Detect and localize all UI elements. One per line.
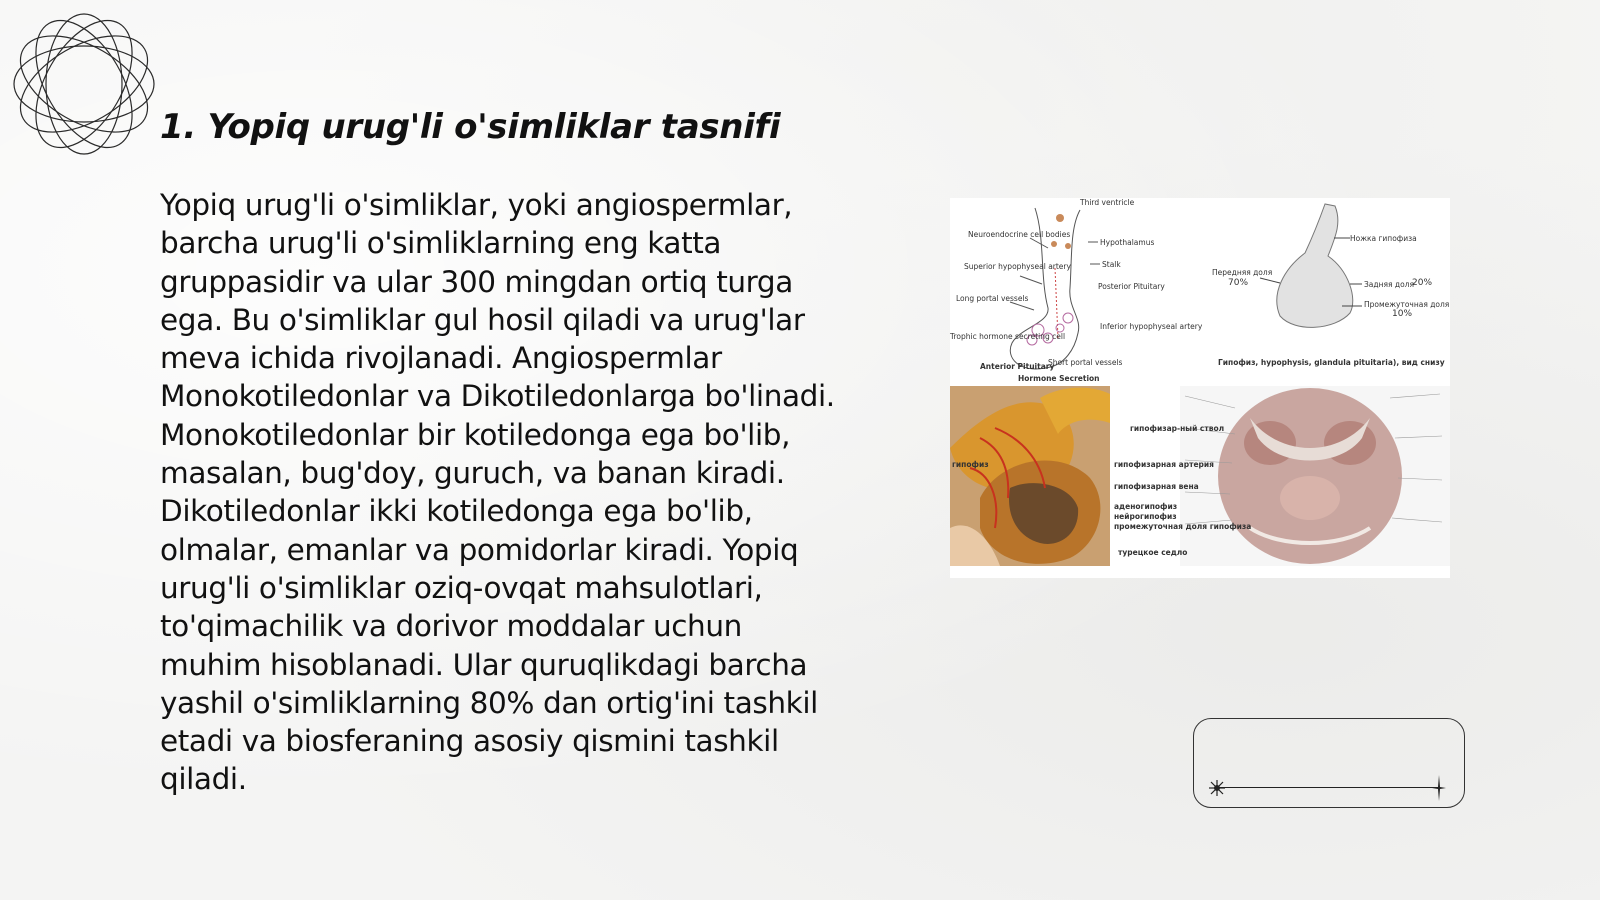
label-stalk: Stalk	[1102, 260, 1121, 269]
anatomy-drawings	[950, 198, 1450, 578]
label-anterior-lobe-ru: Передняя доля	[1212, 268, 1273, 277]
label-intermediate-lobe: промежуточная доля гипофиза	[1114, 522, 1252, 531]
label-intermediate-lobe-ru: Промежуточная доля	[1364, 300, 1450, 309]
pituitary-anatomy-figure	[950, 198, 1450, 578]
decorative-line	[1216, 787, 1438, 788]
label-posterior-lobe-ru: Задняя доля	[1364, 280, 1414, 289]
label-hypothalamus: Hypothalamus	[1100, 238, 1155, 247]
panel-c-illustration	[950, 386, 1110, 566]
label-hypophyseal-vein: гипофизарная вена	[1114, 482, 1199, 491]
label-third-ventricle: Third ventricle	[1080, 198, 1135, 207]
label-neurohypophysis: нейрогипофиз	[1114, 512, 1177, 521]
label-pituitary-stalk-ru: Ножка гипофиза	[1350, 234, 1417, 243]
label-adenohypophysis: аденогипофиз	[1114, 502, 1178, 511]
panel-b-diagram	[1260, 204, 1362, 327]
label-intermediate-lobe-percent: 10%	[1392, 309, 1413, 319]
label-sella-turcica: турецкое седло	[1118, 548, 1188, 557]
label-hypophyseal-artery: гипофизарная артерия	[1114, 460, 1214, 469]
label-short-portal-vessels: Short portal vessels	[1048, 358, 1123, 367]
figure-caption-hypophysis: Гипофиз, hypophysis, glandula pituitaria), вид снизу	[1218, 358, 1445, 367]
panel-d-illustration	[1180, 386, 1450, 566]
label-hypophysis: гипофиз	[952, 460, 989, 469]
label-posterior-lobe-percent: 20%	[1412, 278, 1433, 288]
label-posterior-pituitary: Posterior Pituitary	[1098, 282, 1165, 291]
label-superior-hypophyseal-artery: Superior hypophyseal artery	[964, 262, 1071, 271]
label-long-portal-vessels: Long portal vessels	[956, 294, 1029, 303]
caption-placeholder-box	[1193, 718, 1465, 808]
label-inferior-hypophyseal-artery: Inferior hypophyseal artery	[1100, 322, 1203, 331]
sparkle-icon	[1208, 779, 1226, 797]
slide-body-text: Yopiq urug'li o'simliklar, yoki angiospermlar, barcha urug'li o'simliklarning eng katta gruppasidir va ular 300 mingdan ortiq turga ega. Bu o'simliklar gul hosil qiladi va urug'lar meva ichida rivojlanadi. Angiospermlar Monokotiledonlar va Dikotiledonlarga bo'linadi. Monokotiledonlar bir kotiledonga ega bo'lib, masalan, bug'doy, guruch, va banan kiradi. Dikotiledonlar ikki kotiledonga ega bo'lib, olmalar, emanlar va pomidorlar kiradi. Yopiq urug'li o'simliklar oziq-ovqat mahsulotlari, to'qimachilik va dorivor moddalar uchun muhim hisoblanadi. Ular quruqlikdagi barcha yashil o'simliklarning 80% dan ortig'ini tashkil etadi va biosferaning asosiy qismini tashkil qiladi.	[160, 188, 835, 797]
label-anterior-lobe-percent: 70%	[1228, 278, 1249, 288]
star-cross-icon	[1432, 775, 1446, 801]
label-trophic-cell: Trophic hormone secreting cell	[950, 332, 1066, 341]
label-anterior-pituitary: Anterior Pituitary	[980, 362, 1055, 371]
slide-title: 1. Yopiq urug'li o'simliklar tasnifi	[160, 107, 781, 147]
decorative-rings-logo	[10, 10, 158, 158]
label-hormone-secretion: Hormone Secretion	[1018, 374, 1100, 383]
label-pituitary-stalk: гипофизар-ный ствол	[1130, 424, 1225, 433]
label-neuroendocrine-cells: Neuroendocrine cell bodies	[968, 230, 1071, 239]
